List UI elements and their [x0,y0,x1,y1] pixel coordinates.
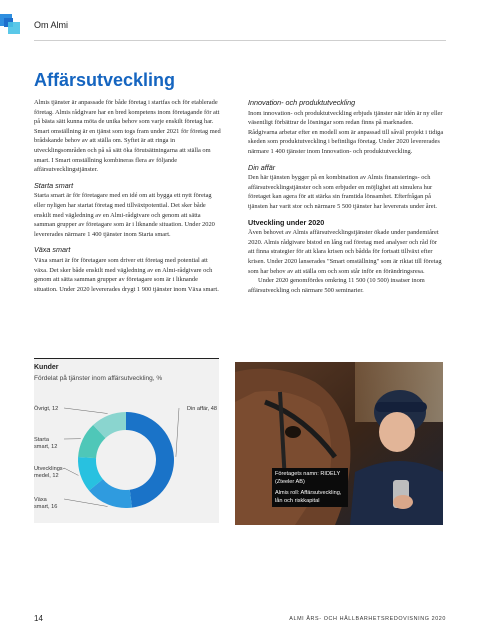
chart-label-3-1: smart, 12 [34,444,58,450]
donut-chart [34,358,219,523]
customer-chart-panel [34,358,219,523]
almi-logo-mark [0,14,22,36]
page-title: Affärsutveckling [34,70,176,90]
photo-caption [272,468,348,507]
report-title: ALMI ÅRS- OCH HÅLLBARHETSREDOVISNING 2020 [289,616,446,622]
caption-role: Almis roll: Affärsutveckling, lån och riskkapital [275,490,342,504]
din-affar-heading: Din affär [248,162,276,172]
chart-label-1-1: smart, 16 [34,504,58,510]
chart-label-2-1: medel, 12 [34,473,59,479]
chart-label-1-0: Växa [34,497,47,503]
starta-smart-text: Starta smart är för företagare med en idé om att bygga ett nytt företag eller nyligen har startat företag med tillväxtpotential. Det sker både enskilt med vägledning av en Almi-rådgivare och genom att sätta samman grupper av företagare som är i liknande situation. Under 2020 levererades närmare 1 400 tjänster inom Starta smart. [34,192,215,238]
section-label: Om Almi [34,20,69,30]
vaxa-smart-text: Växa smart är för företagare som driver ett företag med potential att växa. Det sker både enskilt med vägledning av en Almi-rådgivare och genom att sätta samman grupper av företagare som är i liknande situation. Under 2020 levererades drygt 1 900 tjänster inom Växa smart. [34,256,219,293]
chart-label-4-0: Övrigt, 12 [34,406,59,412]
din-affar-text: Den här tjänsten bygger på en kombination av Almis finansierings- och affärsutvecklingstjänster och som erbjuder en möjlighet att simulera hur företaget kan agera för att stärka sin framtida lönsamhet. Efterfrågan på tjänsten har varit stor och närmare 5 500 tjänster har levererats under året. [248,174,437,210]
page-number: 14 [34,614,43,623]
caption-company: Företagets namn: RIDELY (Zteeler AB) [275,471,341,485]
intro-paragraph: Almis tjänster är anpassade för både företag i startfas och för etablerade företag. Almis rådgivare har en bred kompetens inom företagande för att på bästa sätt kunna möta de unika behov som varje enskilt företag har. Smart omställning är en tjänst som togs fram under 2021 för företag med brådskande behov av att ställa om. Syftet är att ringa in utvecklingsområden och på så sätt öka förutsättningarna att ställa om smart. I Smart omställning kombineras flera av följande affärsutvecklingstjänster. [34,99,221,174]
vaxa-smart-heading: Växa smart [34,245,71,255]
utveckling-text: Även behovet av Almis affärsutvecklingstjänster ökade under pandemiåret 2020. Almis rådgivare bistod en lång rad företag med analyser och råd för att finna strategier för att klara krisen och bådda för fortsatt tillväxt efter krisen. Under 2020 lanserades "Smart omställning" som är riktat till företag som har behov av att ställa om och som står inför en förändringsresa. [248,229,442,275]
header-divider [34,40,446,41]
right-column [248,98,444,301]
chart-label-0-0: Din affär, 48 [186,406,217,412]
chart-title: Kunder [34,364,59,371]
donut-slice-0 [126,412,174,508]
left-column [34,98,222,300]
chart-label-3-0: Starta [34,437,49,443]
innovation-text: Inom innovation- och produktutveckling erbjuds tjänster när idén är ny eller väsentligt förbättrar de lösningar som redan finns på marknaden. Rådgivarna arbetar efter en modell som är anpassad till såväl projekt i tidiga skeden som produktutveckling i befintliga företag. Under 2020 levererades närmare 1 400 tjänster inom Innovation- och produktutveckling. [248,109,444,155]
chart-leader-line-0 [176,408,179,457]
chart-subtitle: Fördelat på tjänster inom affärsutveckling, % [34,375,163,382]
innovation-heading: Innovation- och produktutveckling [248,98,356,107]
chart-leader-line-2 [64,468,78,475]
chart-leader-line-4 [64,408,108,414]
utveckling-text-2: Under 2020 genomfördes omkring 11 500 (10 500) insatser inom affärsutveckling och närmare 500 seminarier. [248,277,425,294]
starta-smart-heading: Starta smart [34,180,74,190]
chart-label-2-0: Utvecklings- [34,466,65,472]
utveckling-heading: Utveckling under 2020 [248,217,325,227]
